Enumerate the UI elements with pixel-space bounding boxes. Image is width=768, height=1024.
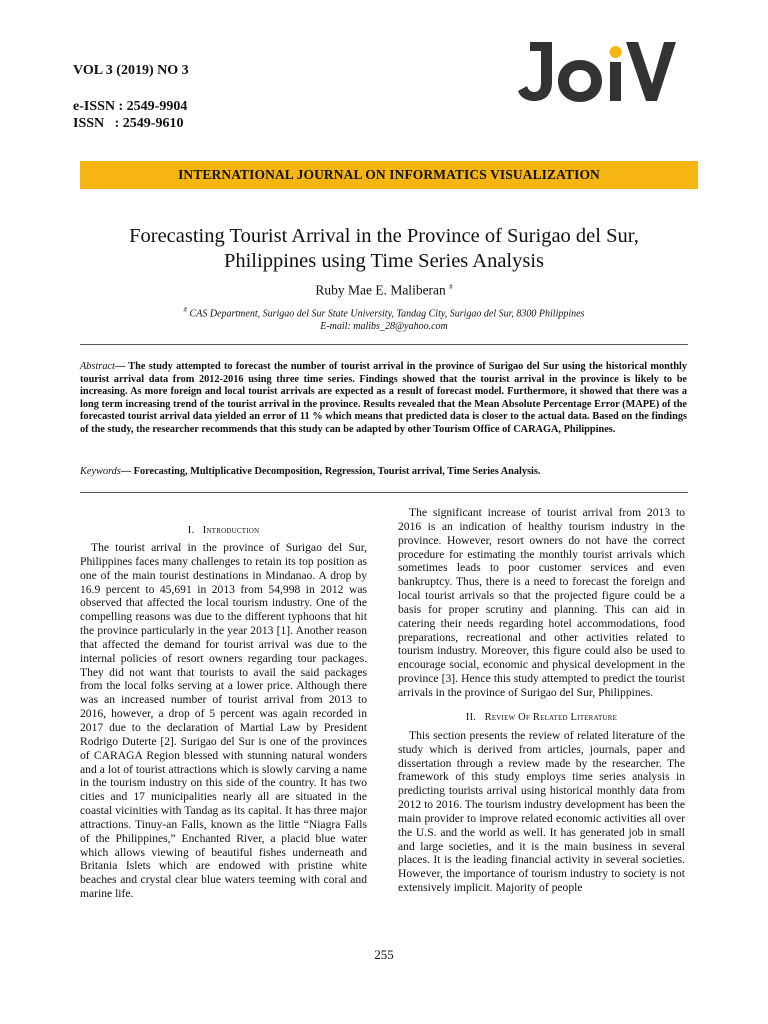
bottom-divider <box>80 492 688 493</box>
logo-letter-i <box>610 62 621 101</box>
logo-dot <box>610 46 622 58</box>
right-column <box>398 506 685 895</box>
author-name: Ruby Mae E. Maliberan <box>315 282 446 298</box>
section-number: II. <box>465 711 477 723</box>
affiliation-mark: # <box>183 306 188 314</box>
motivation-paragraph: The significant increase of tourist arrival from 2013 to 2016 is an indication of healthy tourism industry in the province. However, resort owners do not have the correct procedure for estimating the monthly tourist arrivals which sometimes leads to poor customer services and even bankruptcy. Thus, there is a need to forecast the foreign and local tourist arrivals so that the projected figure could be a basis for proper scrutiny and planning. This can aid in catering their needs regarding hotel accommodations, food preparations, recreational and other activities related to tourism industry. Moreover, this figure could also be used to encourage social, economic and physical development in the province [3]. Hence this study attempted to predict the tourist arrivals in the province of Surigao del Sur, Philippines. <box>398 506 685 699</box>
joiv-logo <box>518 40 676 102</box>
top-divider <box>80 344 688 345</box>
intro-paragraph: The tourist arrival in the province of Surigao del Sur, Philippines faces many challenges to retain its top position as one of the main tourist destinations in Mindanao. A drop by 16.9 percent to 45,691 in 2013 from 54,998 in 2012 was observed that affected the local tourism industry. One of the compelling reasons was due to the different typhoons that hit the province particularly in the year 2013 [1]. Another reason that affected the demand for tourist arrival was due to the internal policies of resort owners regarding tour packages. They did not want that tourists to avail the said packages from the local folks serving at a lower price. Although there was an increased number of tourist arrival from 2013 to 2016, however, a drop of 5 percent was again recorded in 2017 due to the declaration of Martial Law by President Rodrigo Duterte [2]. Surigao del Sur is one of the provinces of CARAGA Region blessed with stunning natural wonders and a lot of tourist attractions which is slowly carving a name in the tourism industry on this side of the country. It has two cities and 17 municipalities nearly all are situated in the coastal vicinities with Tandag as its capital. It has three major attractions. Tinuy-an Falls, known as the little “Niagra Falls of the Philippines,” Enchanted River, a placid blue water which allows viewing of beautiful fishes underneath and Britania Islets which are endowed with pristine white beaches and crystal clear blue waters teeming with coral and marine life. <box>80 541 367 901</box>
keywords-label: Keywords <box>80 466 121 477</box>
section-heading-review <box>398 711 685 724</box>
abstract <box>80 361 687 437</box>
paper-title <box>60 224 708 274</box>
keywords-text: Forecasting, Multiplicative Decomposition, Regression, Tourist arrival, Time Series Analysis. <box>131 466 541 477</box>
eissn-label: e-ISSN : 2549-9904 <box>73 99 188 114</box>
section-number: I. <box>187 525 195 536</box>
title-line-1: Forecasting Tourist Arrival in the Province of Surigao del Sur, <box>129 225 639 247</box>
section-title: Introduction <box>202 525 260 536</box>
affiliation-block <box>60 304 708 333</box>
section-heading-introduction <box>80 524 367 537</box>
issn-block <box>73 98 187 132</box>
keywords-dash: — <box>120 466 132 477</box>
section-title: Review Of Related Literature <box>484 711 618 723</box>
volume-label: VOL 3 (2019) NO 3 <box>73 63 189 78</box>
issn-label: ISSN : 2549-9610 <box>73 116 184 131</box>
logo-letter-o <box>558 60 602 102</box>
author-email: E-mail: malibs_28@yahoo.com <box>320 320 448 332</box>
journal-banner: INTERNATIONAL JOURNAL ON INFORMATICS VISUALIZATION <box>80 161 698 189</box>
affiliation-text: CAS Department, Surigao del Sur State University, Tandag City, Surigao del Sur, 8300 Philippines <box>189 308 585 320</box>
left-column <box>80 524 367 901</box>
review-paragraph: This section presents the review of related literature of the study which is derived from articles, journals, paper and dissertation through a review made by the researcher. The framework of this study employs time series analysis in predicting tourists arrival using historical monthly data from 2012 to 2016. The tourism industry development has been the main provider to improve related economic activities all over the U.S. and the world as well. It has generated job in small and large societies, and it is the main business in several places. It is the leading financial activity in several societies. However, the importance of tourism industry to society is not extensively implicit. Majority of people <box>398 728 686 895</box>
title-line-2: Philippines using Time Series Analysis <box>223 250 545 272</box>
keywords <box>80 466 687 479</box>
abstract-dash: — <box>114 361 126 372</box>
author-mark: # <box>449 283 453 291</box>
page-number: 255 <box>374 947 394 962</box>
abstract-text: The study attempted to forecast the number of tourist arrival in the province of Surigao del Sur using the historical monthly tourist arrival data from 2012-2016 using three time series. Findings showed that the tourist arrival in the province is likely to be increasing. As more foreign and local tourist arrivals are expected as a result of forecast model. Furthermore, it showed that there was a long term increasing trend of the tourist arrival in the province. Results revealed that the Mean Absolute Percentage Error (MAPE) of the forecasted tourist arrival data yielded an error of 11 % which means that predicted data is closer to the actual data. Based on the findings of the study, the researcher recommends that this study can be adapted by other Tourism Office of CARAGA, Philippines. <box>80 361 687 435</box>
author-line <box>60 279 708 299</box>
logo-letter-v <box>626 42 676 101</box>
abstract-label: Abstract <box>80 361 115 372</box>
logo-letter-j <box>518 42 552 101</box>
